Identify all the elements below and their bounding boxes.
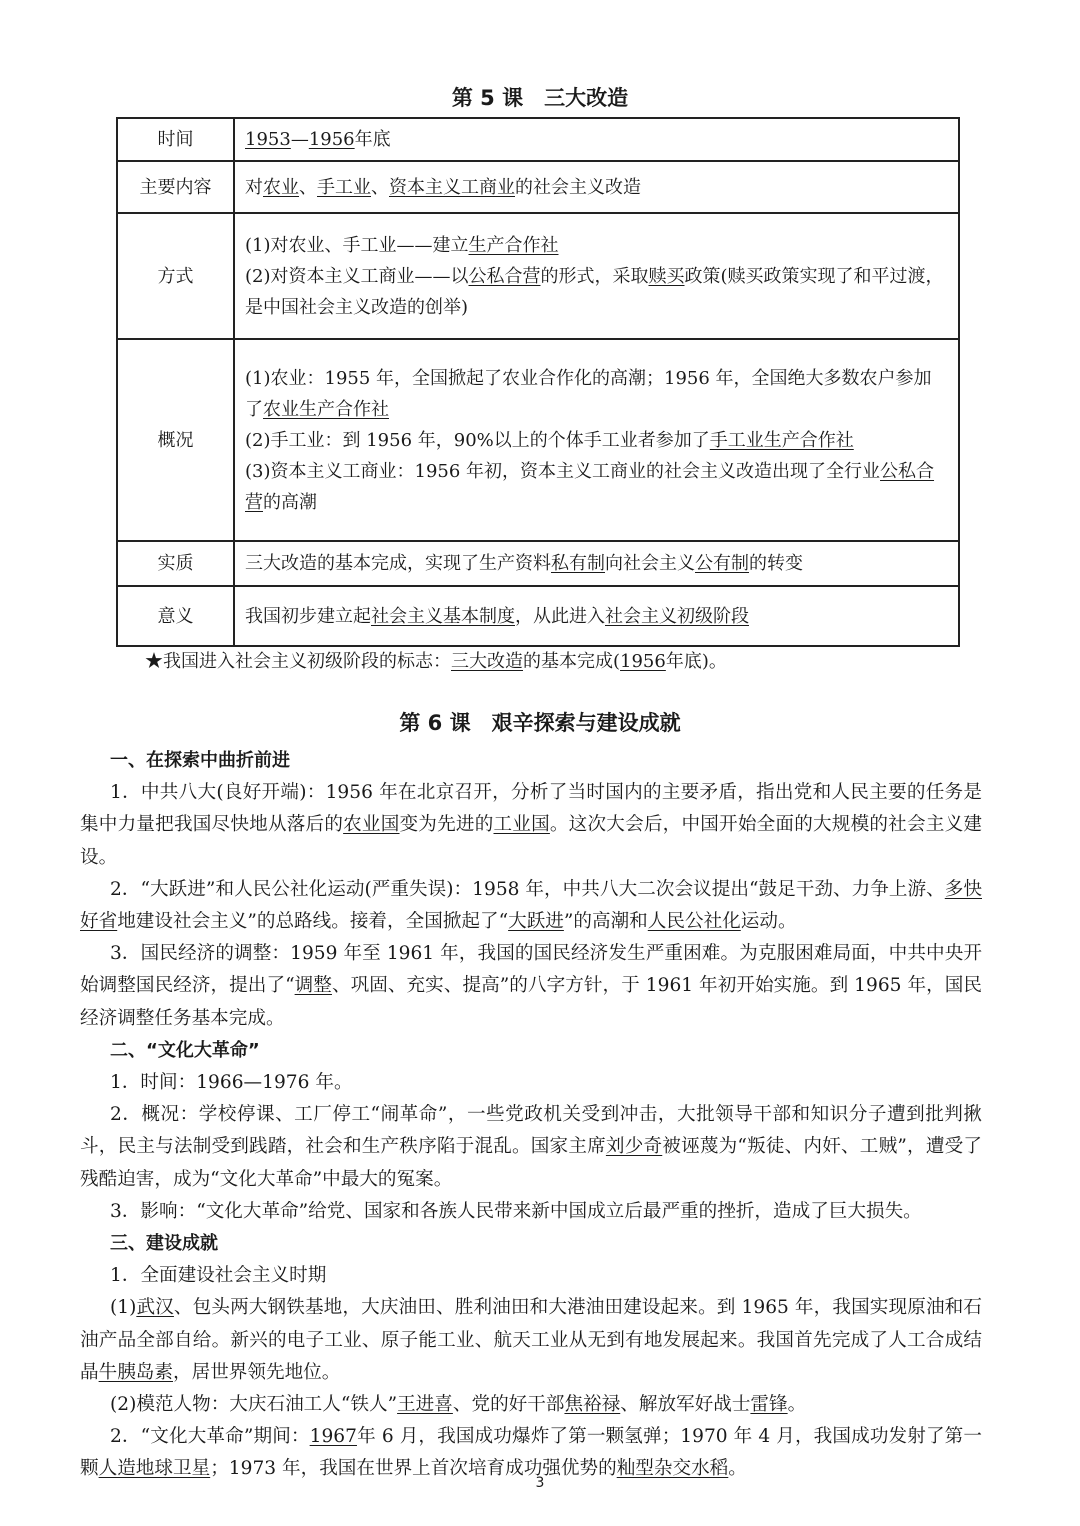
underlined-key-term: 农业国 xyxy=(343,814,400,836)
row-label: 实质 xyxy=(117,541,234,586)
content-line xyxy=(245,425,948,456)
paragraph xyxy=(80,1260,982,1292)
underlined-key-term: 籼型杂交水稻 xyxy=(616,1458,729,1480)
underlined-key-term: 焦裕禄 xyxy=(564,1394,621,1416)
paragraph xyxy=(80,938,982,1035)
text-run: 、包头两大钢铁基地，大庆油田、胜利油田和大港油田建设起来。到 1965 年，我国实现原油和石油产品全部自给。新兴的电子工业、原子能工业、航天工业从无到有地发展起来。我国首先完成了人工合成结晶 xyxy=(80,1297,982,1383)
underlined-key-term: 资本主义工商业 xyxy=(389,176,515,198)
text-run: (2)模范人物：大庆石油工人“铁人” xyxy=(110,1394,398,1416)
lesson5-title: 第 5 课 三大改造 xyxy=(451,86,629,110)
row-content xyxy=(234,118,959,161)
text-run: 年底)。 xyxy=(665,651,727,672)
underlined-key-term: 多快好省 xyxy=(80,878,982,933)
underlined-key-term: 社会主义初级阶段 xyxy=(605,605,749,627)
text-run: (1)对农业、手工业——建立 xyxy=(245,234,469,256)
text-run: 的高潮 xyxy=(263,491,317,513)
text-run: 2．“大跃进”和人民公社化运动(严重失误)：1958 年，中共八大二次会议提出“鼓足干劲、力争上游、 xyxy=(110,878,945,900)
text-run: 一、在探索中曲折前进 xyxy=(110,750,290,771)
text-run: 、 xyxy=(299,176,317,198)
underlined-key-term: 人民公社化 xyxy=(647,911,741,933)
text-run: ★我国进入社会主义初级阶段的标志： xyxy=(145,651,451,672)
content-line xyxy=(245,172,948,203)
row-content xyxy=(234,213,959,339)
paragraph xyxy=(80,874,982,938)
underlined-key-term: 刘少奇 xyxy=(605,1136,663,1158)
content-line xyxy=(245,548,948,579)
lesson6-body xyxy=(80,745,982,1486)
underlined-key-term: 1956 xyxy=(620,651,666,672)
underlined-key-term: 大跃进 xyxy=(508,911,564,933)
paragraph xyxy=(80,1067,982,1099)
underlined-key-term: 农业 xyxy=(263,176,299,198)
table-row xyxy=(117,541,959,586)
text-run: 3．国民经济的调整：1959 年至 1961 年，我国的国民经济发生严重困难。为克服困难局面，中共中央开始调整国民经济，提出了“ xyxy=(80,943,982,997)
row-label: 主要内容 xyxy=(117,161,234,213)
underlined-key-term: 1956 xyxy=(308,129,355,150)
content-line xyxy=(245,261,948,323)
text-run: 的形式，采取 xyxy=(540,265,649,287)
underlined-key-term: 手工业生产合作社 xyxy=(709,429,854,451)
table-row xyxy=(117,118,959,161)
text-run: 三大改造的基本完成，实现了生产资料 xyxy=(245,553,551,574)
text-run: 的社会主义改造 xyxy=(515,176,641,198)
text-run: 年 6 月，我国成功爆炸了第一颗氢弹；1970 年 4 月，我国成功发射了第一颗 xyxy=(80,1426,982,1480)
underlined-key-term: 社会主义基本制度 xyxy=(371,605,515,627)
text-run: (3)资本主义工商业：1956 年初，资本主义工商业的社会主义改造出现了全行业 xyxy=(245,460,881,482)
row-label: 方式 xyxy=(117,213,234,339)
underlined-key-term: 1953 xyxy=(245,129,291,150)
underlined-key-term: 公私合营 xyxy=(468,265,541,287)
text-run: 三、建设成就 xyxy=(110,1233,218,1255)
row-content xyxy=(234,161,959,213)
content-line xyxy=(245,456,948,518)
row-label: 意义 xyxy=(117,586,234,646)
underlined-key-term: 工业国 xyxy=(493,814,550,836)
underlined-key-term: 武汉 xyxy=(136,1297,174,1319)
text-run: (1) xyxy=(110,1297,137,1319)
lesson5-table xyxy=(116,117,960,647)
text-run: 1．全面建设社会主义时期 xyxy=(110,1265,327,1287)
underlined-key-term: 1967 xyxy=(309,1426,357,1448)
section-heading xyxy=(80,745,982,777)
text-run: (2)手工业：到 1956 年，90%以上的个体手工业者参加了 xyxy=(245,429,710,451)
table-row xyxy=(117,161,959,213)
content-line xyxy=(245,230,948,261)
underlined-key-term: 公有制 xyxy=(695,553,749,574)
underlined-key-term: 三大改造 xyxy=(451,651,523,672)
text-run: 地建设社会主义”的总路线。接着，全国掀起了“ xyxy=(117,911,509,933)
text-run: 1．中共八大(良好开端)：1956 年在北京召开，分析了当时国内的主要矛盾，指出党和人民主要的任务是集中力量把我国尽快地从落后的 xyxy=(80,782,982,836)
text-run: ，从此进入 xyxy=(515,605,605,627)
lesson5-note xyxy=(145,647,727,673)
text-run: 年底 xyxy=(354,129,391,150)
content-line xyxy=(245,601,948,632)
row-label: 时间 xyxy=(117,118,234,161)
content-line xyxy=(245,124,948,155)
text-run: — xyxy=(290,129,309,150)
text-run: 政策(赎买政策实现了和平过渡，是中国社会主义改造的创举) xyxy=(245,265,944,318)
paragraph xyxy=(80,1196,982,1228)
paragraph xyxy=(80,1099,982,1196)
text-run: ，居世界领先地位。 xyxy=(173,1361,341,1383)
text-run: 2．“文化大革命”期间： xyxy=(110,1426,310,1448)
underlined-key-term: 王进喜 xyxy=(397,1394,453,1416)
row-content xyxy=(234,586,959,646)
text-run: 、党的好干部 xyxy=(452,1394,565,1416)
text-run: 3．影响：“文化大革命”给党、国家和各族人民带来新中国成立后最严重的挫折，造成了巨大损失。 xyxy=(110,1200,922,1222)
text-run: 对 xyxy=(245,176,263,198)
underlined-key-term: 手工业 xyxy=(317,176,371,198)
underlined-key-term: 农业生产合作社 xyxy=(263,398,389,420)
page-number: 3 xyxy=(535,1475,545,1491)
row-content xyxy=(234,541,959,586)
paragraph xyxy=(80,777,982,874)
text-run: 的基本完成( xyxy=(523,651,621,672)
text-run: 被诬蔑为“叛徒、内奸、工贼”，遭受了残酷迫害，成为“文化大革命”中最大的冤案。 xyxy=(80,1136,982,1190)
underlined-key-term: 生产合作社 xyxy=(468,234,559,256)
row-label: 概况 xyxy=(117,339,234,541)
underlined-key-term: 人造地球卫星 xyxy=(98,1458,211,1480)
text-run: ”的高潮和 xyxy=(563,911,648,933)
text-run: 1．时间：1966—1976 年。 xyxy=(110,1072,353,1094)
underlined-key-term: 牛胰岛素 xyxy=(98,1361,173,1383)
text-run: 二、“文化大革命” xyxy=(110,1039,260,1061)
content-line xyxy=(245,363,948,425)
text-run: 。 xyxy=(728,1458,747,1480)
underlined-key-term: 赎买 xyxy=(648,265,685,287)
paragraph xyxy=(80,1292,982,1389)
text-run: ；1973 年，我国在世界上首次培育成功强优势的 xyxy=(210,1458,617,1480)
text-run: 、 xyxy=(371,176,389,198)
lesson6-title: 第 6 课 艰辛探索与建设成就 xyxy=(399,711,681,735)
text-run: (2)对资本主义工商业——以 xyxy=(245,265,469,287)
underlined-key-term: 私有制 xyxy=(551,553,605,574)
text-run: 向社会主义 xyxy=(605,553,695,574)
underlined-key-term: 公私合营 xyxy=(245,460,935,513)
text-run: (1)农业：1955 年，全国掀起了农业合作化的高潮；1956 年，全国绝大多数农户参加了 xyxy=(245,367,932,420)
text-run: 变为先进的 xyxy=(399,814,494,836)
text-run: 2．概况：学校停课、工厂停工“闹革命”，一些党政机关受到冲击，大批领导干部和知识分子遭到批判揪斗，民主与法制受到践踏，社会和生产秩序陷于混乱。国家主席 xyxy=(80,1104,982,1158)
section-heading xyxy=(80,1228,982,1260)
text-run: 我国初步建立起 xyxy=(245,605,371,627)
text-run: 。 xyxy=(787,1394,807,1416)
text-run: 、解放军好战士 xyxy=(620,1394,751,1416)
text-run: 运动。 xyxy=(740,911,797,933)
paragraph xyxy=(80,1389,982,1421)
underlined-key-term: 雷锋 xyxy=(750,1394,788,1416)
section-heading xyxy=(80,1035,982,1067)
table-row xyxy=(117,213,959,339)
row-content xyxy=(234,339,959,541)
table-row xyxy=(117,586,959,646)
text-run: 。这次大会后，中国开始全面的大规模的社会主义建设。 xyxy=(80,814,982,868)
text-run: 的转变 xyxy=(749,553,803,574)
text-run: 、巩固、充实、提高”的八字方针，于 1961 年初开始实施。到 1965 年，国民经济调整任务基本完成。 xyxy=(80,975,982,1029)
table-row xyxy=(117,339,959,541)
underlined-key-term: 调整 xyxy=(294,975,332,997)
